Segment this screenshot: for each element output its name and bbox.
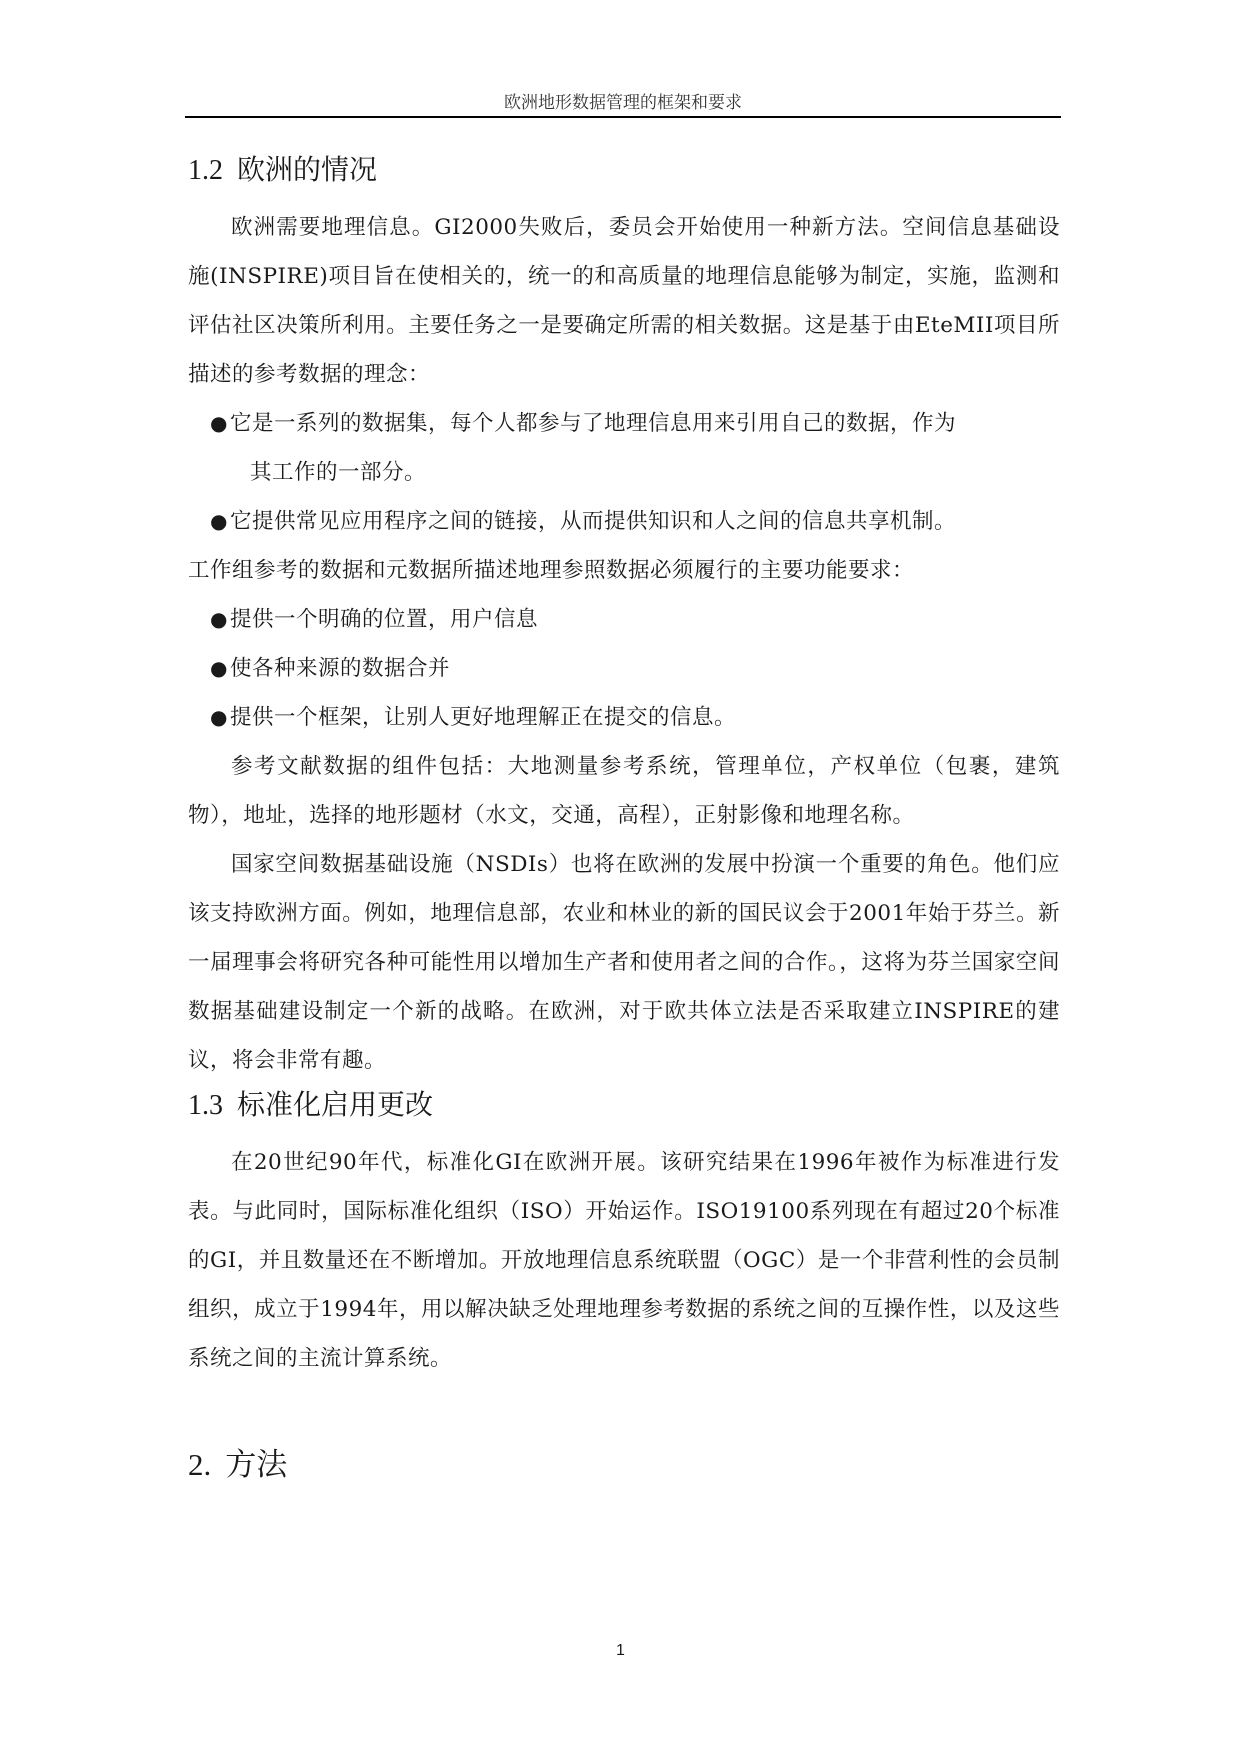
section-heading-1-3 (188, 1085, 1060, 1126)
section-number: 1.3 (188, 1090, 223, 1121)
section-title: 欧洲的情况 (237, 153, 378, 186)
bullet-icon: ● (210, 705, 228, 729)
list-item (188, 497, 1060, 546)
chapter-title: 方法 (225, 1447, 288, 1483)
section-number: 1.2 (188, 155, 223, 186)
list-item-text: 提供一个明确的位置，用户信息 (230, 607, 539, 632)
list-item-text: 使各种来源的数据合并 (230, 656, 451, 681)
paragraph: 工作组参考的数据和元数据所描述地理参照数据必须履行的主要功能要求： (188, 558, 915, 583)
spacer (188, 1383, 1060, 1443)
list-item (188, 644, 1060, 693)
list-item-text: 它提供常见应用程序之间的链接，从而提供知识和人之间的信息共享机制。 (230, 509, 957, 534)
bullet-icon: ● (210, 607, 228, 631)
paragraph: 参考文献数据的组件包括：大地测量参考系统，管理单位，产权单位（包裹，建筑物），地址，选择的地形题材（水文，交通，高程），正射影像和地理名称。 (188, 754, 1060, 828)
section-heading-1-2 (188, 150, 1060, 191)
paragraph: 国家空间数据基础设施（NSDIs）也将在欧洲的发展中扮演一个重要的角色。他们应该支持欧洲方面。例如，地理信息部，农业和林业的新的国民议会于2001年始于芬兰。新一届理事会将研究各种可能性用以增加生产者和使用者之间的合作。，这将为芬兰国家空间数据基础建设制定一个新的战略。在欧洲，对于欧共体立法是否采取建立INSPIRE的建议，将会非常有趣。 (188, 852, 1060, 1073)
list-item-text: 提供一个框架，让别人更好地理解正在提交的信息。 (230, 705, 737, 730)
list-item-text: 它是一系列的数据集，每个人都参与了地理信息用来引用自己的数据，作为 (230, 411, 957, 436)
bullet-icon: ● (210, 509, 228, 533)
chapter-number: 2. (188, 1447, 212, 1482)
header-rule (185, 116, 1061, 118)
bullet-icon: ● (210, 656, 228, 680)
list-item-continuation (188, 448, 1060, 497)
list-item (188, 595, 1060, 644)
chapter-heading-2 (188, 1443, 1060, 1487)
bullet-icon: ● (210, 411, 228, 435)
list-item (188, 693, 1060, 742)
page-number: 1 (616, 1642, 625, 1659)
bullet-spacer (210, 448, 230, 497)
paragraph: 欧洲需要地理信息。GI2000失败后，委员会开始使用一种新方法。空间信息基础设施(INSPIRE)项目旨在使相关的，统一的和高质量的地理信息能够为制定，实施，监测和评估社区决策所利用。主要任务之一是要确定所需的相关数据。这是基于由EteMII项目所描述的参考数据的理念： (188, 215, 1060, 387)
spacer (188, 191, 1060, 203)
spacer (188, 1126, 1060, 1138)
page-body (188, 150, 1060, 1487)
section-title: 标准化启用更改 (237, 1088, 434, 1121)
running-header: 欧洲地形数据管理的框架和要求 (504, 93, 742, 113)
list-item (188, 399, 1060, 448)
paragraph: 在20世纪90年代，标准化GI在欧洲开展。该研究结果在1996年被作为标准进行发表。与此同时，国际标准化组织（ISO）开始运作。ISO19100系列现在有超过20个标准的GI，并且数量还在不断增加。开放地理信息系统联盟（OGC）是一个非营利性的会员制组织，成立于1994年，用以解决缺乏处理地理参考数据的系统之间的互操作性，以及这些系统之间的主流计算系统。 (188, 1150, 1060, 1371)
list-item-text: 其工作的一部分。 (250, 460, 427, 485)
